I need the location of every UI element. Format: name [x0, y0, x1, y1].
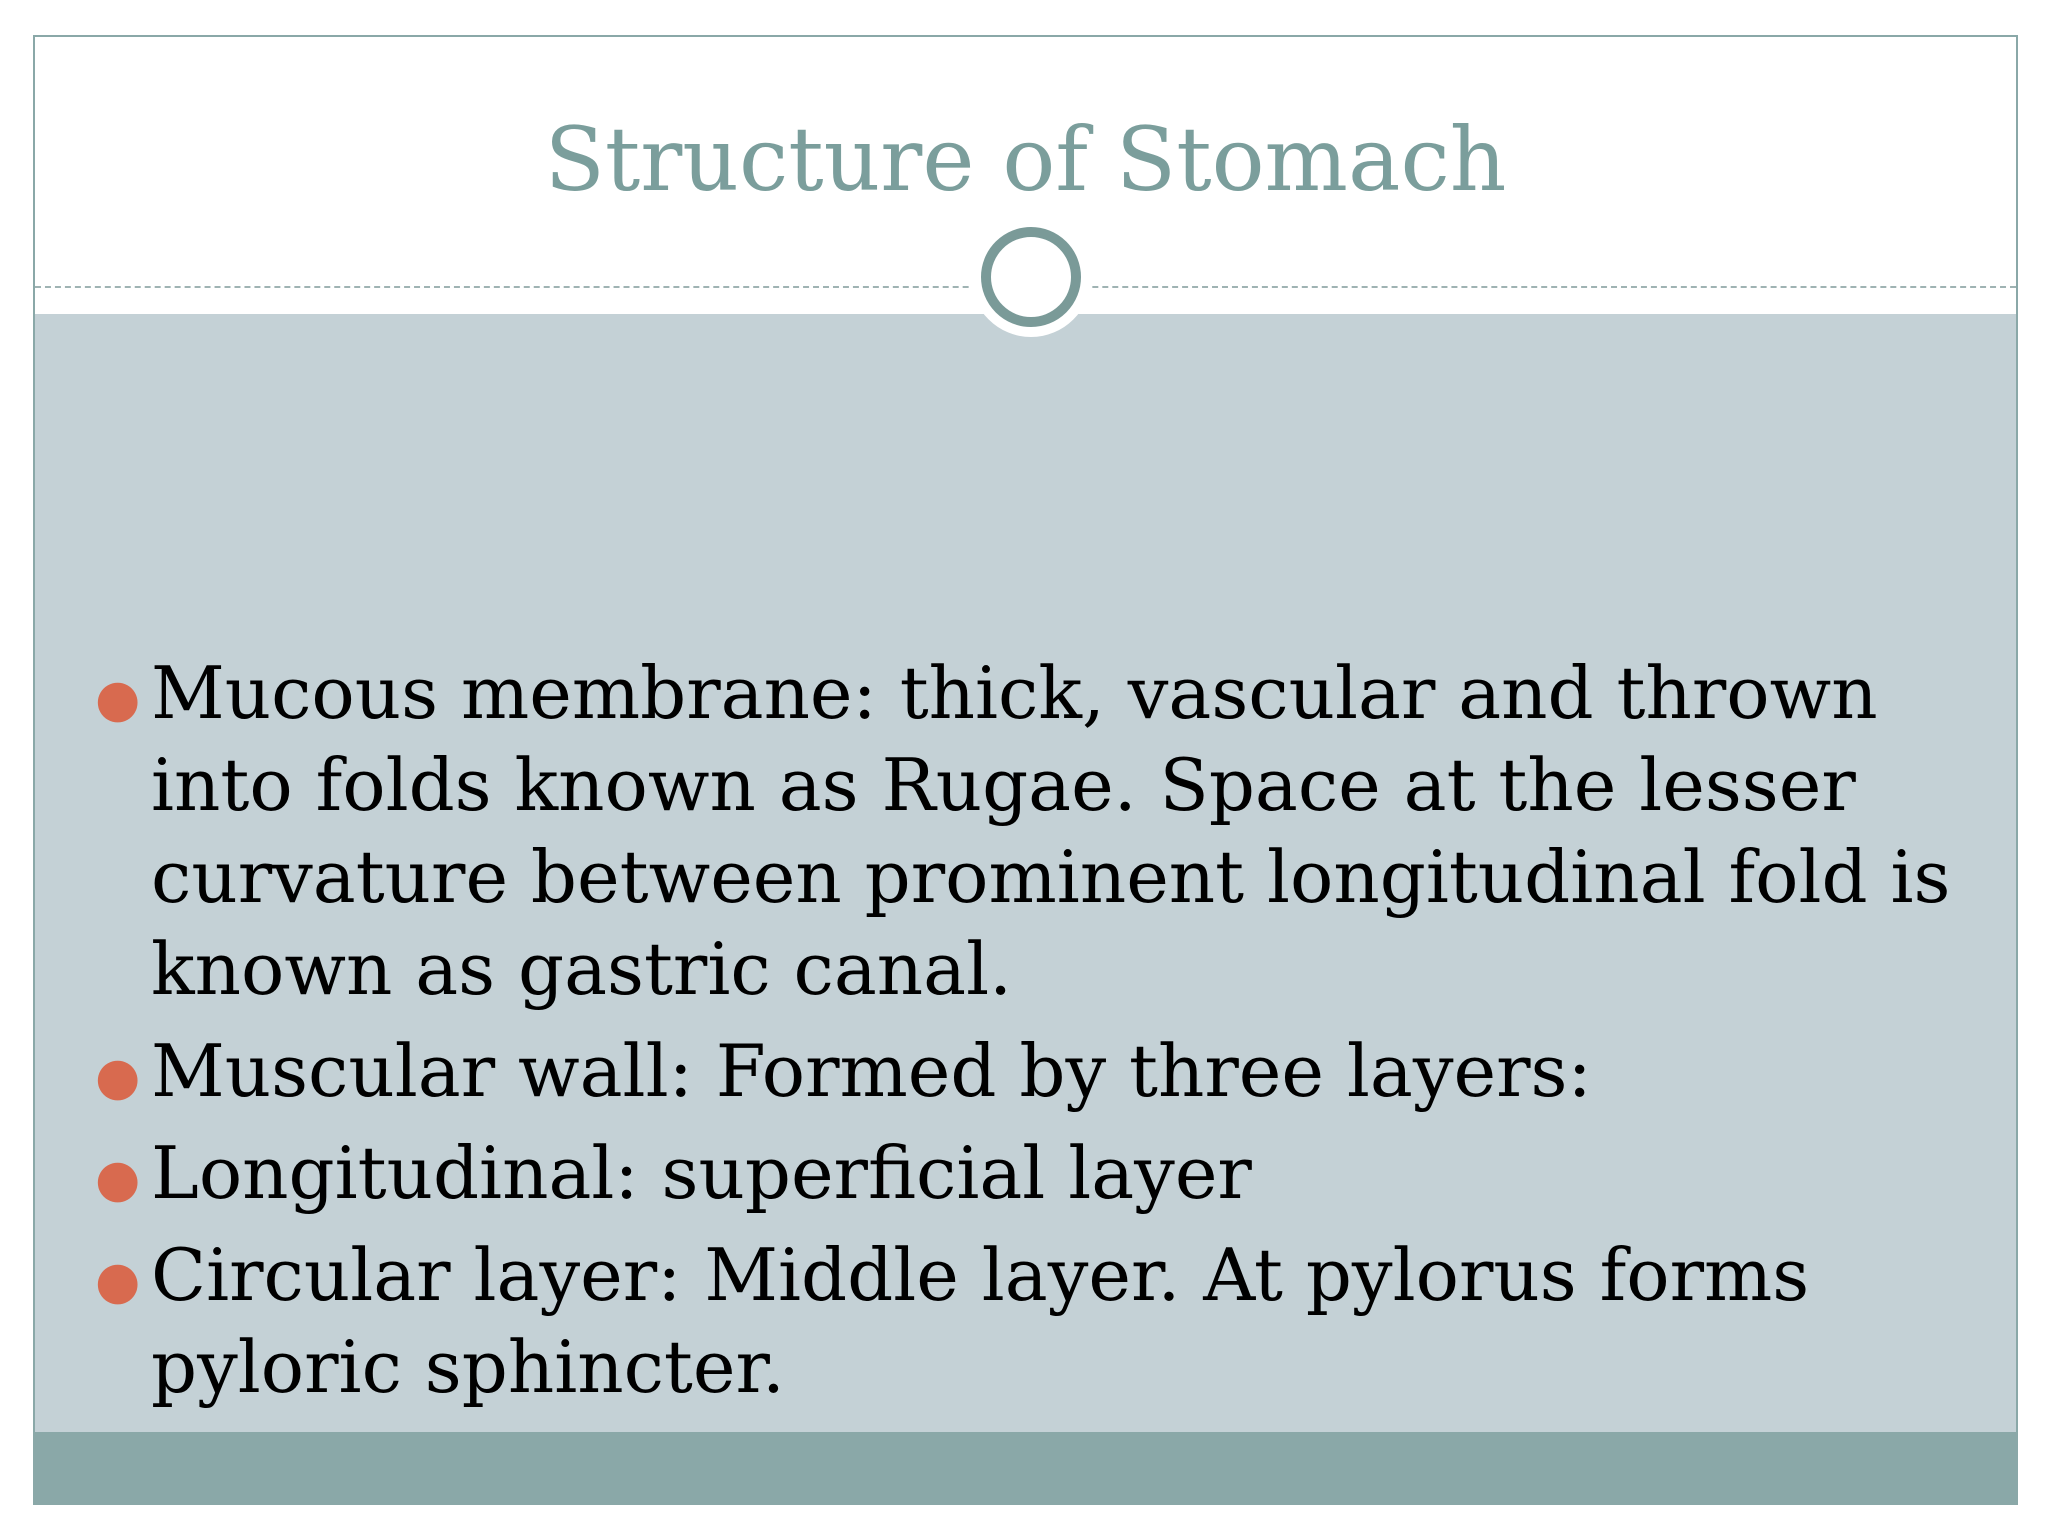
slide-title: Structure of Stomach: [544, 108, 1507, 211]
bullet-dot-icon: ●: [95, 669, 141, 729]
bullet-dot-icon: ●: [95, 1251, 141, 1311]
circle-ornament-icon: [981, 227, 1081, 327]
bullet-dot-icon: ●: [95, 1149, 141, 1209]
bullet-item: [35, 647, 1985, 1015]
bullet-dot-icon: ●: [95, 1047, 141, 1107]
bullet-item: [35, 1025, 1985, 1117]
bullet-text: Longitudinal: superficial layer: [151, 1131, 1252, 1215]
bullet-list: [35, 647, 1985, 1505]
bullet-text: Circular layer: Middle layer. At pylorus forms pyloric sphincter.: [151, 1233, 1810, 1409]
bullet-text: Muscular wall: Formed by three layers:: [151, 1029, 1592, 1113]
content-area: [35, 314, 2016, 1434]
slide: [33, 35, 2018, 1505]
bullet-text: Mucous membrane: thick, vascular and thrown into folds known as Rugae. Space at the lesser curvature between prominent longitudinal fold is known as gastric canal.: [151, 651, 1951, 1011]
bullet-item: [35, 1229, 1985, 1413]
bullet-item: [35, 1127, 1985, 1219]
footer-band: [35, 1432, 2016, 1503]
